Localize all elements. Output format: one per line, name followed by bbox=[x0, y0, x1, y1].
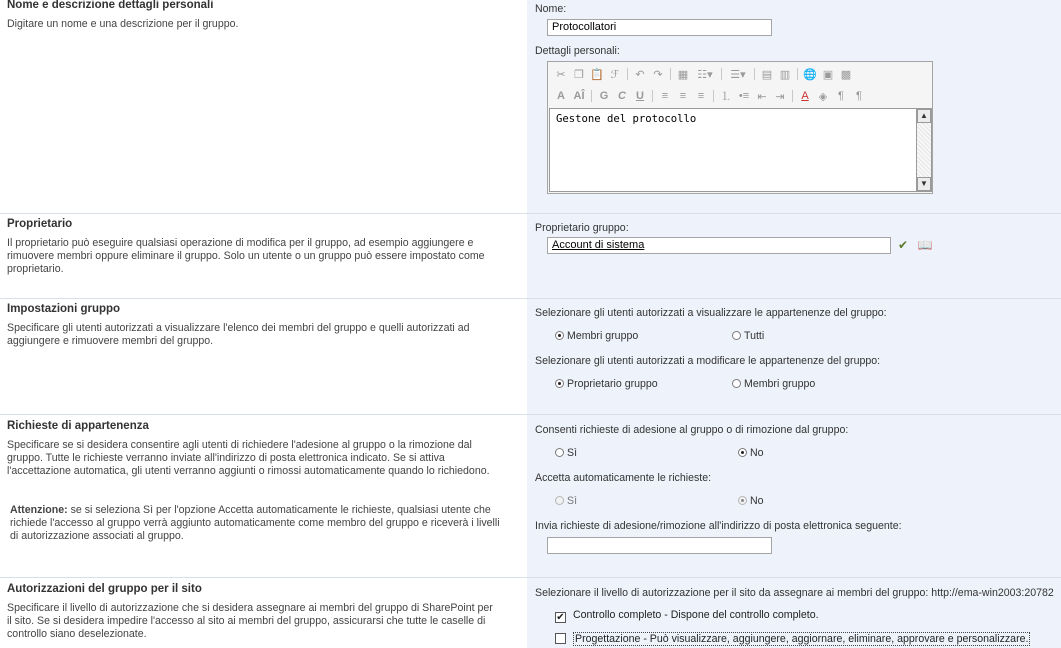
underline-button[interactable]: U bbox=[636, 90, 644, 102]
email-label: Invia richieste di adesione/rimozione all'indirizzo di posta elettronica seguente: bbox=[535, 520, 902, 532]
section-title: Richieste di appartenenza bbox=[7, 420, 149, 432]
view-everyone-radio[interactable]: Tutti bbox=[732, 330, 764, 342]
edit-membership-label: Selezionare gli utenti autorizzati a modificare le appartenenze del gruppo: bbox=[535, 355, 881, 367]
section-title: Autorizzazioni del gruppo per il sito bbox=[7, 583, 202, 595]
radio-icon[interactable] bbox=[738, 448, 747, 457]
allow-no-radio[interactable]: No bbox=[738, 447, 764, 459]
format-painter-icon[interactable]: ℱ bbox=[610, 68, 620, 81]
font-size-up-button[interactable]: AÎ bbox=[573, 90, 585, 102]
view-members-radio[interactable]: Membri gruppo bbox=[555, 330, 638, 342]
details-label: Dettagli personali: bbox=[535, 45, 620, 57]
radio-icon[interactable] bbox=[555, 496, 564, 505]
section-description: Digitare un nome e una descrizione per il gruppo. bbox=[7, 18, 239, 30]
auto-no-radio[interactable]: No bbox=[738, 495, 764, 507]
outdent-icon[interactable]: ⇤ bbox=[757, 90, 767, 103]
section-owner bbox=[0, 214, 1061, 298]
permissions-label: Selezionare il livello di autorizzazione per il sito da assegnare ai membri del gruppo: http://ema-win2003:20782 bbox=[535, 587, 1054, 599]
section-title: Impostazioni gruppo bbox=[7, 303, 121, 315]
radio-icon[interactable] bbox=[732, 331, 741, 340]
style-dropdown-icon[interactable]: ☰▾ bbox=[730, 68, 746, 81]
insert-dropdown-icon[interactable]: ☷▾ bbox=[697, 68, 713, 81]
radio-icon[interactable] bbox=[555, 379, 564, 388]
redo-icon[interactable]: ↷ bbox=[653, 68, 663, 81]
section-name bbox=[0, 0, 1061, 213]
align-right-icon[interactable]: ≡ bbox=[697, 90, 705, 102]
section-membership-requests bbox=[0, 415, 1061, 577]
grid-icon[interactable]: ▩ bbox=[840, 68, 852, 81]
table-icon[interactable]: ▦ bbox=[677, 68, 689, 81]
attention-note: Attenzione: se si seleziona Sì per l'opzione Accetta automaticamente le richieste, qualsiasi utente che richiede l'accesso al gruppo verrà aggiunto automaticamente come membro del gruppo e riceverà i livelli di autorizzazione associati al gruppo. bbox=[10, 504, 500, 542]
radio-icon[interactable] bbox=[738, 496, 747, 505]
section-description: Specificare gli utenti autorizzati a visualizzare l'elenco dei membri del gruppo e quelli autorizzati ad aggiungere e rimuovere membri del gruppo. bbox=[7, 322, 470, 347]
section-group-settings bbox=[0, 299, 1061, 414]
align-center-icon[interactable]: ≡ bbox=[679, 90, 687, 102]
rte-toolbar-row-2 bbox=[552, 87, 868, 105]
section-title: Nome e descrizione dettagli personali bbox=[7, 0, 214, 11]
allow-requests-label: Consenti richieste di adesione al gruppo o di rimozione dal gruppo: bbox=[535, 424, 849, 436]
section-title: Proprietario bbox=[7, 218, 73, 230]
link-icon[interactable]: 🌐 bbox=[803, 68, 817, 81]
address-book-icon[interactable]: 📖 bbox=[917, 238, 933, 252]
scroll-down-icon[interactable]: ▼ bbox=[917, 177, 931, 191]
email-input[interactable] bbox=[547, 537, 772, 554]
check-names-icon[interactable]: ✔ bbox=[897, 238, 909, 252]
font-size-down-button[interactable]: A bbox=[557, 90, 565, 102]
align-left-icon[interactable]: ≡ bbox=[661, 90, 669, 102]
details-textarea[interactable]: Gestone del protocollo bbox=[549, 108, 917, 192]
table-cells-icon[interactable]: ▥ bbox=[779, 68, 791, 81]
full-control-checkbox-row[interactable]: ✔ Controllo completo - Dispone del controllo completo. bbox=[556, 609, 819, 623]
font-color-icon[interactable]: A bbox=[801, 90, 809, 102]
undo-icon[interactable]: ↶ bbox=[635, 68, 645, 81]
edit-owner-radio[interactable]: Proprietario gruppo bbox=[555, 378, 658, 390]
checkbox-icon[interactable] bbox=[555, 633, 566, 644]
section-permissions bbox=[0, 578, 1061, 648]
image-icon[interactable]: ▣ bbox=[822, 68, 834, 81]
radio-icon[interactable] bbox=[555, 448, 564, 457]
cut-icon[interactable]: ✂ bbox=[556, 68, 566, 81]
scroll-up-icon[interactable]: ▲ bbox=[917, 109, 931, 123]
allow-yes-radio[interactable]: Sì bbox=[555, 447, 577, 459]
italic-button[interactable]: C bbox=[618, 90, 626, 102]
section-description: Specificare se si desidera consentire agli utenti di richiedere l'adesione al gruppo o la rimozione dal gruppo. Tutte le richieste verranno inviate all'indirizzo di posta elettronica indicato. Se si attiva l'accettazione automatica, gli utenti verranno aggiunti o rimossi automaticamente quando lo richiedono. bbox=[7, 439, 490, 477]
numbered-list-icon[interactable]: ⒈ bbox=[720, 91, 732, 103]
paste-icon[interactable]: 📋 bbox=[590, 68, 604, 81]
owner-input[interactable]: Account di sistema bbox=[547, 237, 891, 254]
name-input[interactable]: Protocollatori bbox=[547, 19, 772, 36]
rte-toolbar-row-1 bbox=[552, 65, 855, 83]
design-checkbox-row[interactable]: Progettazione - Può visualizzare, aggiungere, aggiornare, eliminare, approvare e personalizzare. bbox=[555, 633, 1030, 645]
copy-icon[interactable]: ❐ bbox=[574, 68, 584, 81]
radio-icon[interactable] bbox=[555, 331, 564, 340]
table-grid-icon[interactable]: ▤ bbox=[761, 68, 773, 81]
radio-icon[interactable] bbox=[732, 379, 741, 388]
rtl-icon[interactable]: ¶ bbox=[856, 90, 862, 102]
owner-label: Proprietario gruppo: bbox=[535, 222, 629, 234]
auto-accept-label: Accetta automaticamente le richieste: bbox=[535, 472, 712, 484]
ltr-icon[interactable]: ¶ bbox=[838, 90, 844, 102]
highlight-icon[interactable]: ◈ bbox=[818, 90, 828, 103]
bold-button[interactable]: G bbox=[599, 90, 609, 102]
checkbox-checked-icon[interactable]: ✔ bbox=[556, 612, 565, 623]
bullet-list-icon[interactable]: •≡ bbox=[738, 90, 750, 102]
section-description: Il proprietario può eseguire qualsiasi operazione di modifica per il gruppo, ad esempio aggiungere e rimuovere membri oppure eliminare il gruppo. Solo un utente o un gruppo può essere impostato come proprietario. bbox=[7, 237, 485, 275]
section-description: Specificare il livello di autorizzazione che si desidera assegnare ai membri del gruppo di SharePoint per il sito. Se si desidera impedire l'accesso al sito ai membri del gruppo, assicurarsi che tutte le caselle di controllo siano deselezionate. bbox=[7, 602, 493, 640]
details-scrollbar[interactable] bbox=[917, 108, 932, 192]
auto-yes-radio[interactable]: Sì bbox=[555, 495, 577, 507]
rich-text-editor[interactable] bbox=[547, 61, 933, 194]
name-label: Nome: bbox=[535, 3, 567, 15]
view-membership-label: Selezionare gli utenti autorizzati a visualizzare le appartenenze del gruppo: bbox=[535, 307, 887, 319]
edit-members-radio[interactable]: Membri gruppo bbox=[732, 378, 815, 390]
indent-icon[interactable]: ⇥ bbox=[775, 90, 785, 103]
